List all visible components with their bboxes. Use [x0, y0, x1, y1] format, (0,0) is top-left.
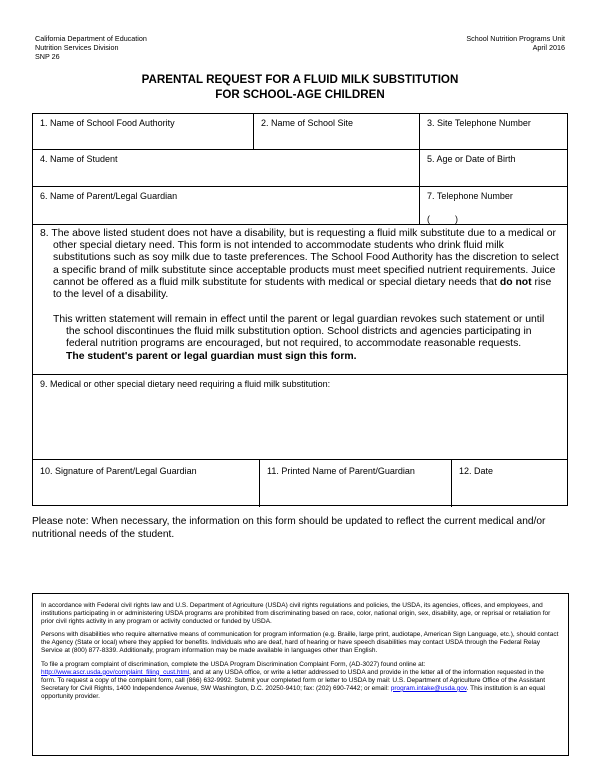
header-form-number: SNP 26 — [35, 52, 60, 61]
school-site-label: 2. Name of School Site — [261, 118, 354, 128]
age-birthdate-label: 5. Age or Date of Birth — [427, 154, 516, 164]
form-title-line2: FOR SCHOOL-AGE CHILDREN — [215, 88, 385, 101]
program-intake-email-link[interactable]: program.intake@usda.gov — [390, 684, 467, 692]
nondiscrimination-statement — [32, 593, 569, 756]
statement-text-1b: rise to the level of a disability. — [53, 276, 552, 301]
complaint-form-link[interactable]: http://www.ascr.usda.gov/complaint_filing_cust.html — [41, 668, 190, 676]
statement-text-1a: 8. The above listed student does not have a disability, but is requesting a fluid milk substitute due to a medical or other special dietary need. This form is not intended to accommodate students who drink fluid milk substitutions such as soy milk due to taste preferences. The School Food Authority has the discretion to select a specific brand of milk substitute since acceptable products must meet specified nutrient requirements. Juice cannot be offered as a fluid milk substitute for students with medical or special dietary needs that — [40, 228, 559, 288]
age-birthdate-field[interactable] — [420, 150, 568, 186]
date-field[interactable] — [452, 460, 568, 506]
accessibility-paragraph: Persons with disabilities who require alternative means of communication for program information (e.g. Braille, large print, audiotape, American Sign Language, etc.), should contact the Agency (State or local) where they applied for benefits. Individuals who are deaf, hard of hearing or have speech disabilities may contact USDA through the Federal Relay Service at (800) 877-8339. Additionally, program information may be made available in languages other than English. — [41, 631, 559, 655]
school-food-authority-label: 1. Name of School Food Authority — [40, 118, 175, 128]
parent-signature-label: 10. Signature of Parent/Legal Guardian — [40, 466, 197, 476]
parent-name-label: 6. Name of Parent/Legal Guardian — [40, 191, 178, 201]
date-label: 12. Date — [459, 466, 494, 476]
statement-paragraph-2 — [53, 314, 558, 363]
signature-requirement: The student's parent or legal guardian must sign this form. — [66, 350, 357, 362]
statement-paragraph-1 — [40, 228, 560, 301]
header-division: Nutrition Services Division — [35, 43, 119, 52]
parent-signature-field[interactable] — [33, 460, 259, 506]
update-note: Please note: When necessary, the information on this form should be updated to reflect the current medical and/or nutritional needs of the student. — [32, 516, 546, 540]
form-title-line1: PARENTAL REQUEST FOR A FLUID MILK SUBSTITUTION — [141, 73, 459, 86]
header-unit-name: School Nutrition Programs Unit — [466, 34, 565, 43]
printed-name-label: 11. Printed Name of Parent/Guardian — [267, 466, 415, 476]
statement-emphasis: do not — [499, 276, 532, 288]
header-department: California Department of Education — [35, 34, 147, 43]
complaint-text-c: . This institution is an equal opportunity provider. — [41, 684, 545, 700]
school-site-field[interactable] — [254, 114, 419, 149]
dietary-need-label: 9. Medical or other special dietary need requiring a fluid milk substitution: — [40, 379, 331, 389]
statement-text-2: This written statement will remain in effect until the parent or legal guardian revokes such statement or until the school discontinues the fluid milk substitution option. School districts and agencies participating in federal nutrition programs are encouraged, but not required, to accommodate reasonable requests. — [53, 314, 545, 350]
printed-name-field[interactable] — [260, 460, 451, 506]
request-form — [32, 113, 568, 506]
parent-telephone-label: 7. Telephone Number — [427, 191, 513, 201]
complaint-text-b: , and at any USDA office, or write a letter addressed to USDA and provide in the letter all of the information requested in the form. To request a copy of the complaint form, call (866) 632-9992. Submit your completed form or letter to USDA by mail: U.S. Department of Agriculture Office of the Assistant Secretary for Civil Rights, 1400 Independence Avenue, SW Washington, D.C. 20250-9410; fax: (202) 690-7442; or email: — [41, 668, 546, 692]
complaint-paragraph — [41, 661, 560, 701]
site-telephone-field[interactable] — [420, 114, 568, 149]
student-name-field[interactable] — [33, 150, 419, 186]
complaint-text-a: To file a program complaint of discrimination, complete the USDA Program Discrimination Complaint Form, (AD-3027) found online at: — [41, 660, 426, 668]
header-date: April 2016 — [532, 43, 565, 52]
parent-name-field[interactable] — [33, 187, 419, 224]
site-telephone-label: 3. Site Telephone Number — [427, 118, 531, 128]
form-title — [0, 72, 600, 102]
civil-rights-paragraph: In accordance with Federal civil rights law and U.S. Department of Agriculture (USDA) civil rights regulations and policies, the USDA, its agencies, offices, and employees, and institutions participating in or administering USDA programs are prohibited from discriminating based on race, color, national origin, sex, disability, age, or reprisal or retaliation for prior civil rights activity in any program or activity conducted or funded by USDA. — [41, 602, 551, 626]
dietary-need-field[interactable] — [33, 375, 568, 459]
header-agency — [35, 34, 147, 61]
header-unit — [466, 34, 565, 52]
parent-telephone-field[interactable] — [420, 187, 568, 224]
area-code-placeholder: ( ) — [427, 214, 458, 224]
student-name-label: 4. Name of Student — [40, 154, 118, 164]
school-food-authority-field[interactable] — [33, 114, 253, 149]
